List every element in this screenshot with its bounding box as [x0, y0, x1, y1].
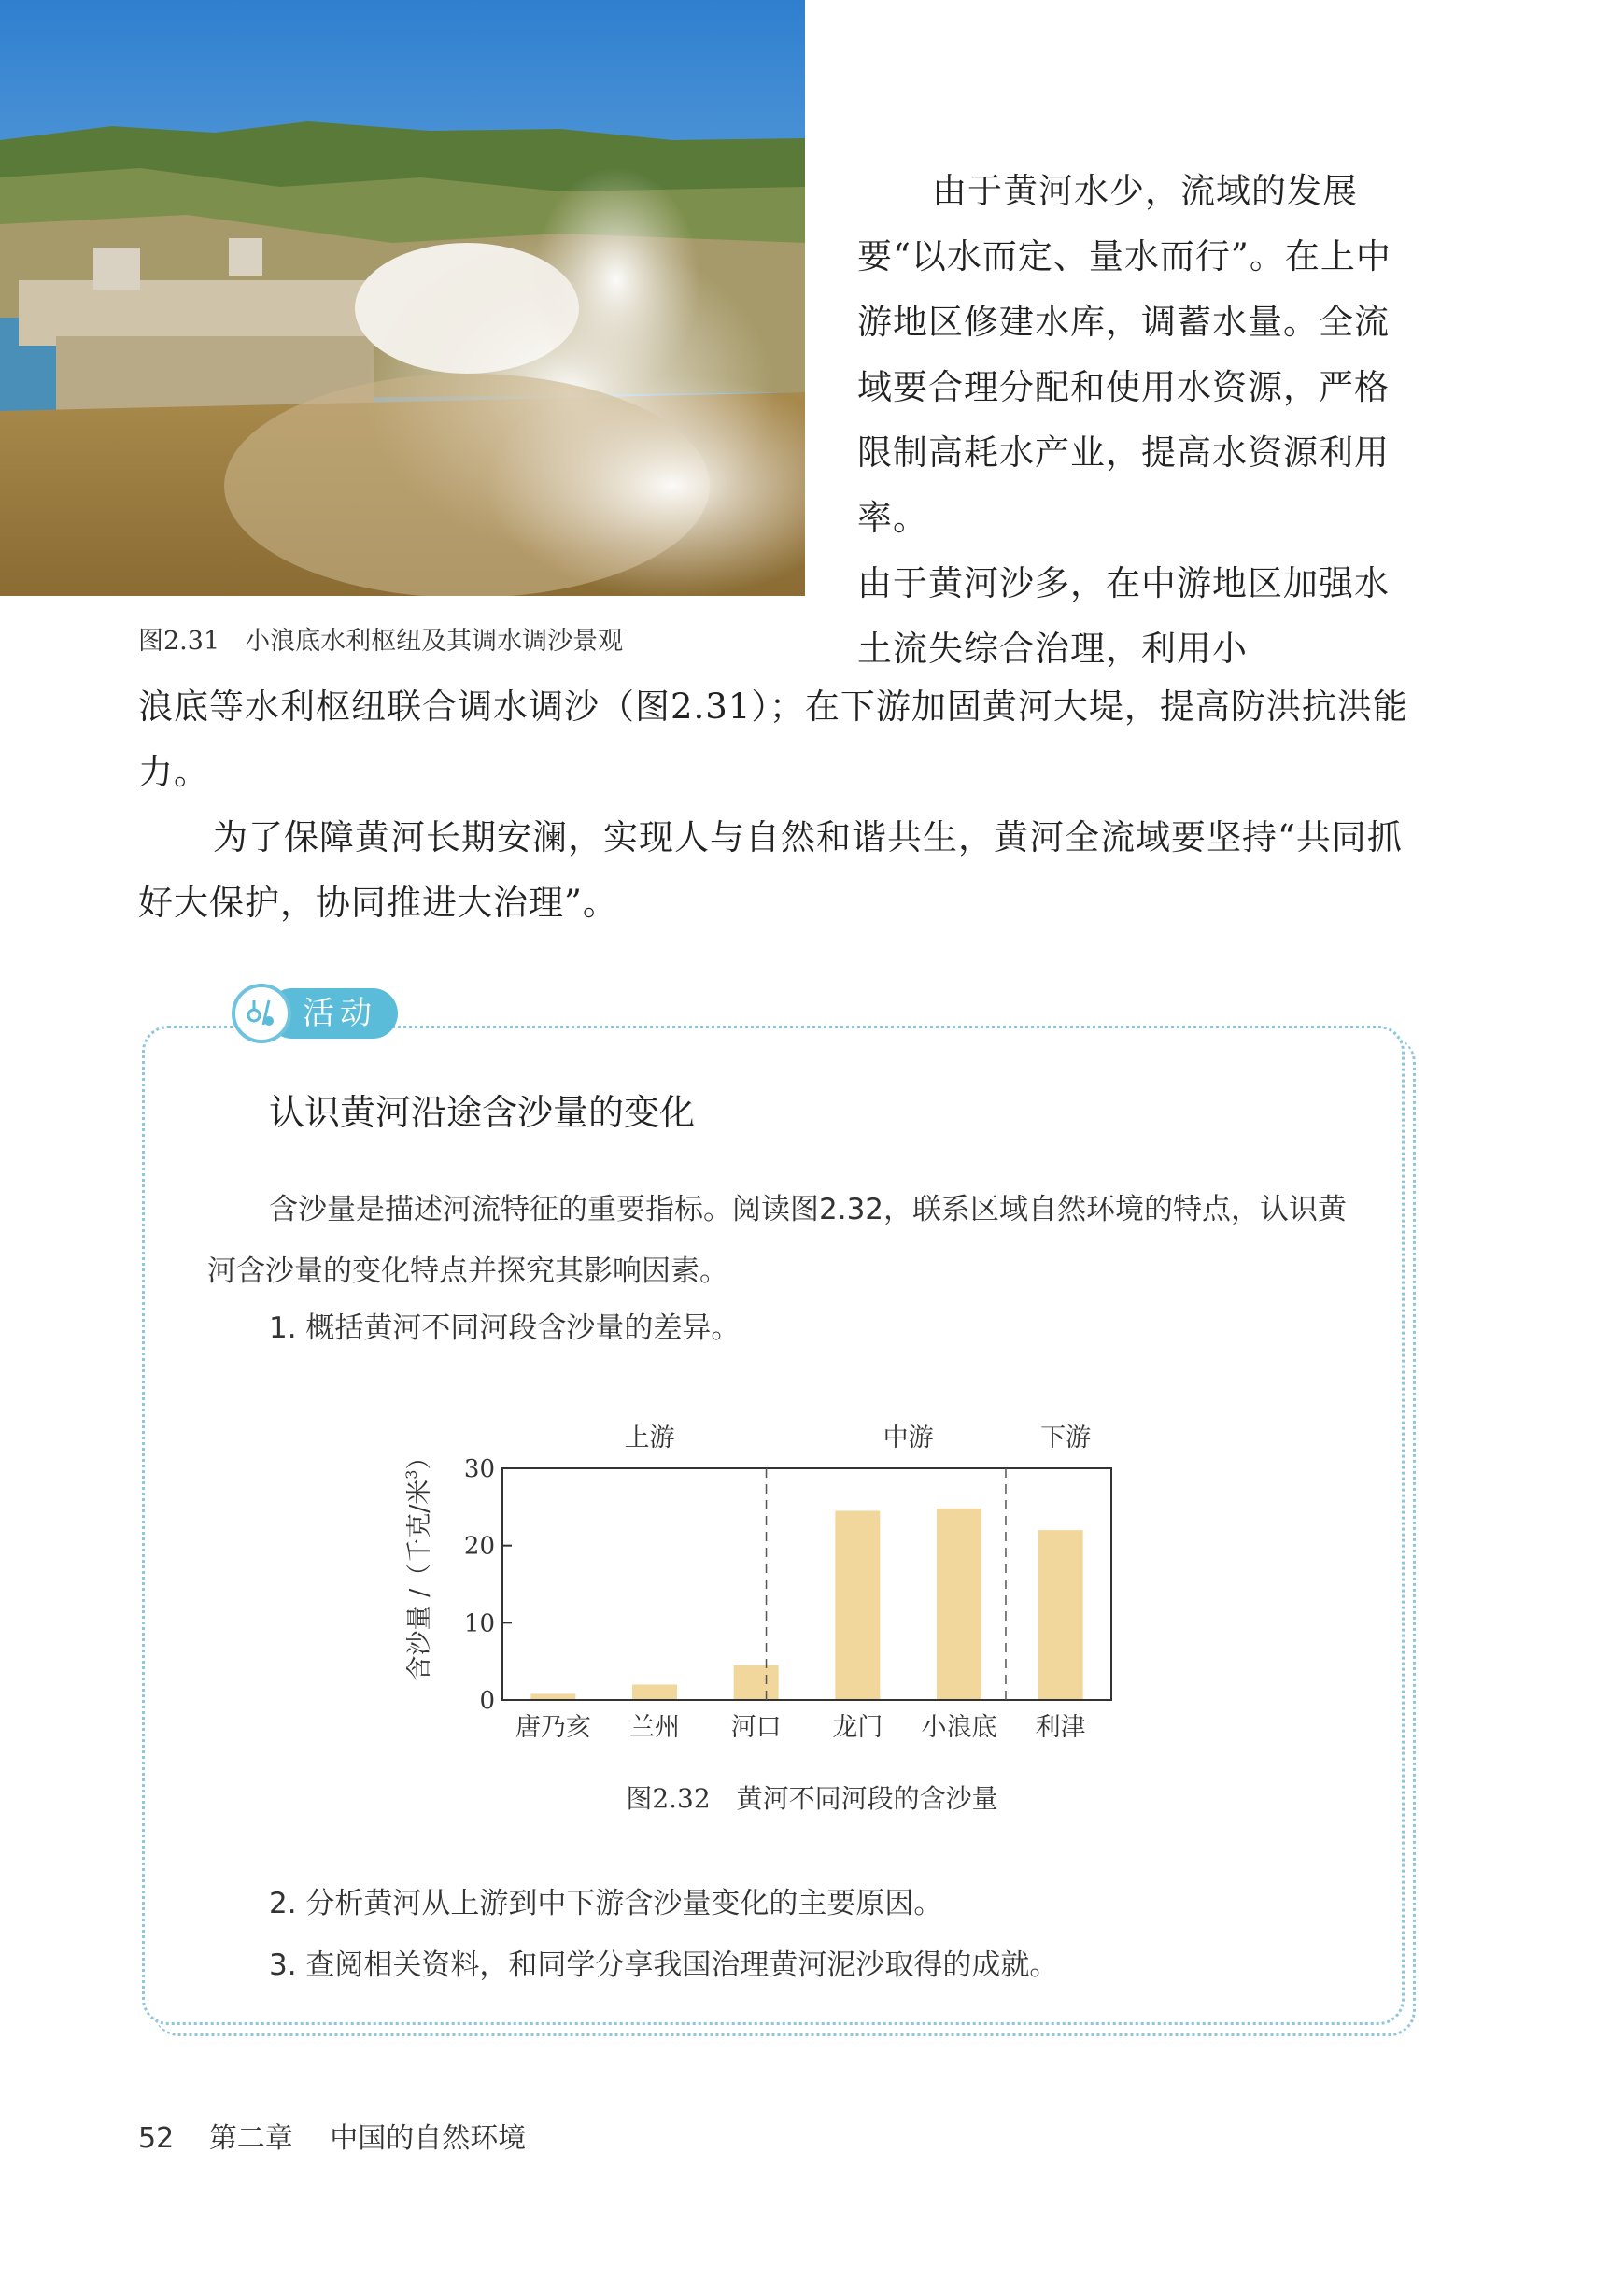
chapter-number: 第二章 — [208, 2122, 293, 2155]
sediment-chart-svg — [392, 1399, 1139, 1754]
x-label-longmen: 龙门 — [832, 1713, 883, 1742]
figure-caption-2-32: 图2.32 黄河不同河段的含沙量 — [626, 1783, 998, 1814]
x-label-lijin: 利津 — [1035, 1713, 1086, 1742]
paragraph-sediment-start: 由于黄河沙多，在中游地区加强水土流失综合治理，利用小 — [857, 563, 1390, 669]
x-label-hekou: 河口 — [730, 1713, 782, 1742]
section-label-lower: 下游 — [1040, 1424, 1092, 1452]
activity-question-3: 3. 查阅相关资料，和同学分享我国治理黄河泥沙取得的成就。 — [269, 1948, 1059, 1982]
y-tick-20: 20 — [463, 1532, 495, 1561]
paragraph-water-use — [857, 159, 1412, 682]
y-tick-0: 0 — [479, 1687, 495, 1715]
activity-icon — [232, 984, 291, 1043]
paragraph-governance: 为了保障黄河长期安澜，实现人与自然和谐共生，黄河全流域要坚持“共同抓好大保护，协同推进大治理”。 — [138, 817, 1403, 923]
activity-badge-label: 活动 — [267, 988, 398, 1039]
activity-question-1: 1. 概括黄河不同河段含沙量的差异。 — [269, 1311, 741, 1345]
section-label-middle: 中游 — [883, 1424, 934, 1452]
paragraph-sediment-continued: 浪底等水利枢纽联合调水调沙（图2.31）；在下游加固黄河大堤，提高防洪抗洪能力。 — [138, 687, 1408, 792]
dam-photo — [0, 0, 805, 596]
bar-2 — [734, 1665, 779, 1700]
x-label-xiaolangdi: 小浪底 — [921, 1713, 997, 1742]
page-number: 52 — [138, 2122, 175, 2155]
bar-4 — [937, 1509, 981, 1700]
chapter-title: 中国的自然环境 — [330, 2122, 527, 2155]
bar-3 — [835, 1510, 880, 1700]
y-axis-label: 含沙量 /（千克/米$^3$） — [402, 1444, 434, 1681]
activity-intro: 含沙量是描述河流特征的重要指标。阅读图2.32，联系区域自然环境的特点，认识黄河含沙量的变化特点并探究其影响因素。 — [207, 1193, 1348, 1288]
activity-badge — [232, 981, 398, 1046]
bar-5 — [1038, 1530, 1083, 1700]
activity-question-2: 2. 分析黄河从上游到中下游含沙量变化的主要原因。 — [269, 1887, 943, 1920]
y-tick-30: 30 — [463, 1455, 495, 1483]
bar-1 — [632, 1684, 677, 1700]
paragraph-water-use-text: 由于黄河水少，流域的发展要“以水而定、量水而行”。在上中游地区修建水库，调蓄水量。全流域要合理分配和使用水资源，严格限制高耗水产业，提高水资源利用率。 — [857, 171, 1391, 538]
section-label-upper: 上游 — [624, 1424, 675, 1452]
page-footer — [138, 2115, 526, 2156]
x-label-tangnaihai: 唐乃亥 — [515, 1713, 591, 1742]
figure-caption-2-31: 图2.31 小浪底水利枢纽及其调水调沙景观 — [138, 627, 624, 656]
activity-title: 认识黄河沿途含沙量的变化 — [269, 1092, 696, 1133]
sediment-chart — [392, 1399, 1139, 1754]
x-label-lanzhou: 兰州 — [629, 1713, 680, 1742]
y-tick-10: 10 — [463, 1609, 495, 1638]
